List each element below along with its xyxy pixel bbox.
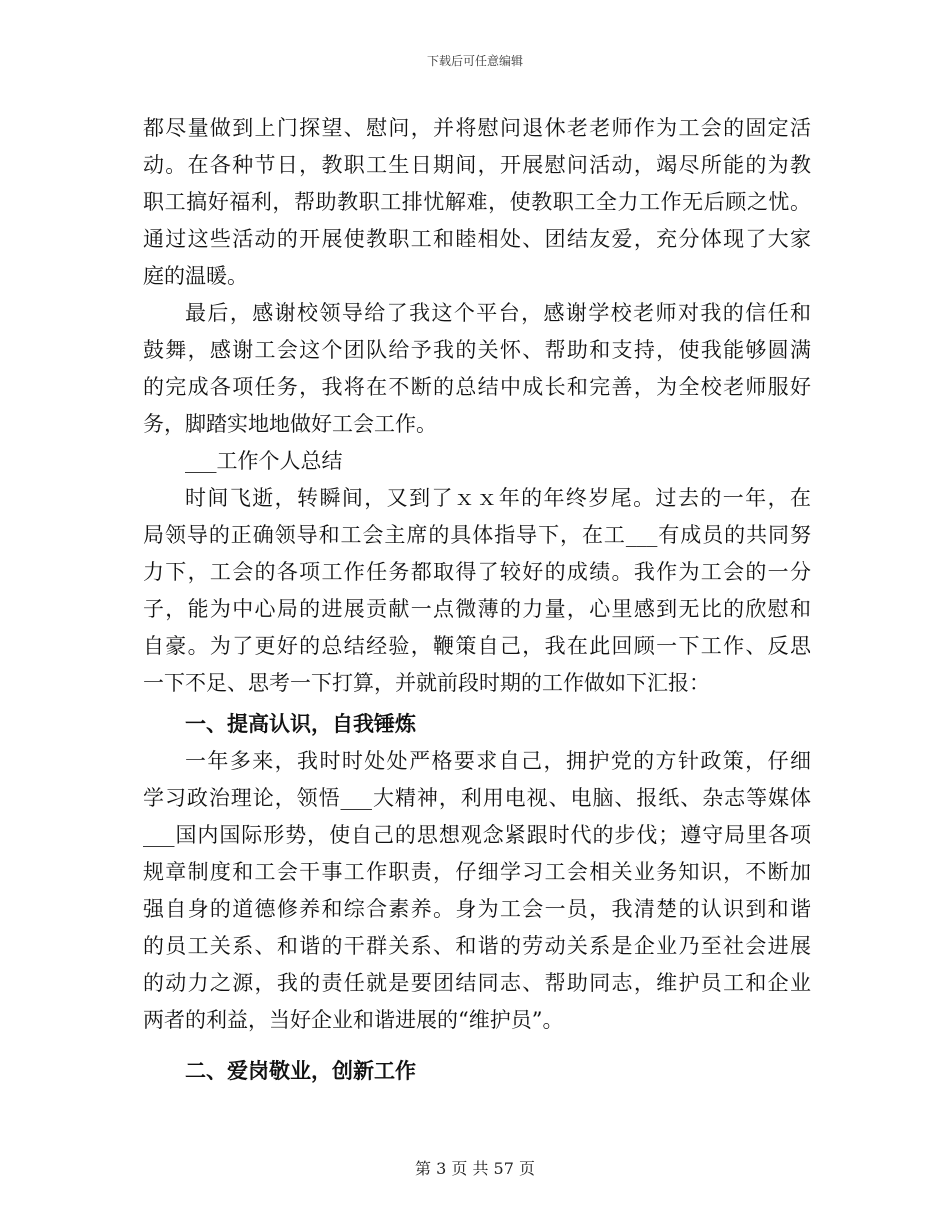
text-line: 一下不足、思考一下打算，并就前段时期的工作做如下汇报：	[143, 671, 710, 695]
text-line: 职工搞好福利，帮助教职工排忧解难，使教职工全力工作无后顾之忧。	[143, 190, 811, 214]
text-line: 子，能为中心局的进展贡献一点微薄的力量，心里感到无比的欣慰和	[143, 597, 811, 621]
section-subtitle: ___工作个人总结	[185, 449, 343, 473]
text-line: 一年多来，我时时处处严格要求自己，拥护党的方针政策，仔细	[185, 749, 811, 773]
text-line: 务，脚踏实地地做好工会工作。	[143, 412, 437, 436]
text-line: 的动力之源，我的责任就是要团结同志、帮助同志，维护员工和企业	[143, 971, 811, 995]
text-line: 强自身的道德修养和综合素养。身为工会一员，我清楚的认识到和谐	[143, 897, 811, 921]
text-line: 力下，工会的各项工作任务都取得了较好的成绩。我作为工会的一分	[143, 560, 811, 584]
document-body	[143, 110, 811, 1090]
text-line: ___国内国际形势，使自己的思想观念紧跟时代的步伐；遵守局里各项	[143, 823, 811, 847]
text-line: 鼓舞，感谢工会这个团队给予我的关怀、帮助和支持，使我能够圆满	[143, 338, 811, 362]
text-line: 通过这些活动的开展使教职工和睦相处、团结友爱，充分体现了大家	[143, 227, 811, 251]
text-line: 都尽量做到上门探望、慰问，并将慰问退休老老师作为工会的固定活	[143, 116, 811, 140]
text-line: 自豪。为了更好的总结经验，鞭策自己，我在此回顾一下工作、反思	[143, 634, 811, 658]
text-line: 最后，感谢校领导给了我这个平台，感谢学校老师对我的信任和	[185, 301, 811, 325]
text-line: 的员工关系、和谐的干群关系、和谐的劳动关系是企业乃至社会进展	[143, 934, 811, 958]
text-line: 学习政治理论，领悟___大精神，利用电视、电脑、报纸、杂志等媒体	[143, 786, 811, 810]
text-line: 庭的温暖。	[143, 264, 248, 288]
section-heading-1: 一、提高认识，自我锤炼	[185, 712, 416, 736]
text-line: 规章制度和工会干事工作职责，仔细学习工会相关业务知识，不断加	[143, 860, 811, 884]
page-header-note: 下载后可任意编辑	[426, 54, 523, 68]
text-line: 的完成各项任务，我将在不断的总结中成长和完善，为全校老师服好	[143, 375, 811, 399]
text-line: 时间飞逝，转瞬间，又到了ｘｘ年的年终岁尾。过去的一年，在	[185, 486, 811, 510]
text-line: 动。在各种节日，教职工生日期间，开展慰问活动，竭尽所能的为教	[143, 153, 811, 177]
page-number: 第 3 页 共 57 页	[415, 1159, 535, 1178]
text-line: 两者的利益，当好企业和谐进展的“维护员”。	[143, 1008, 564, 1032]
section-heading-2: 二、爱岗敬业，创新工作	[185, 1059, 416, 1083]
text-line: 局领导的正确领导和工会主席的具体指导下，在工___有成员的共同努	[143, 523, 811, 547]
